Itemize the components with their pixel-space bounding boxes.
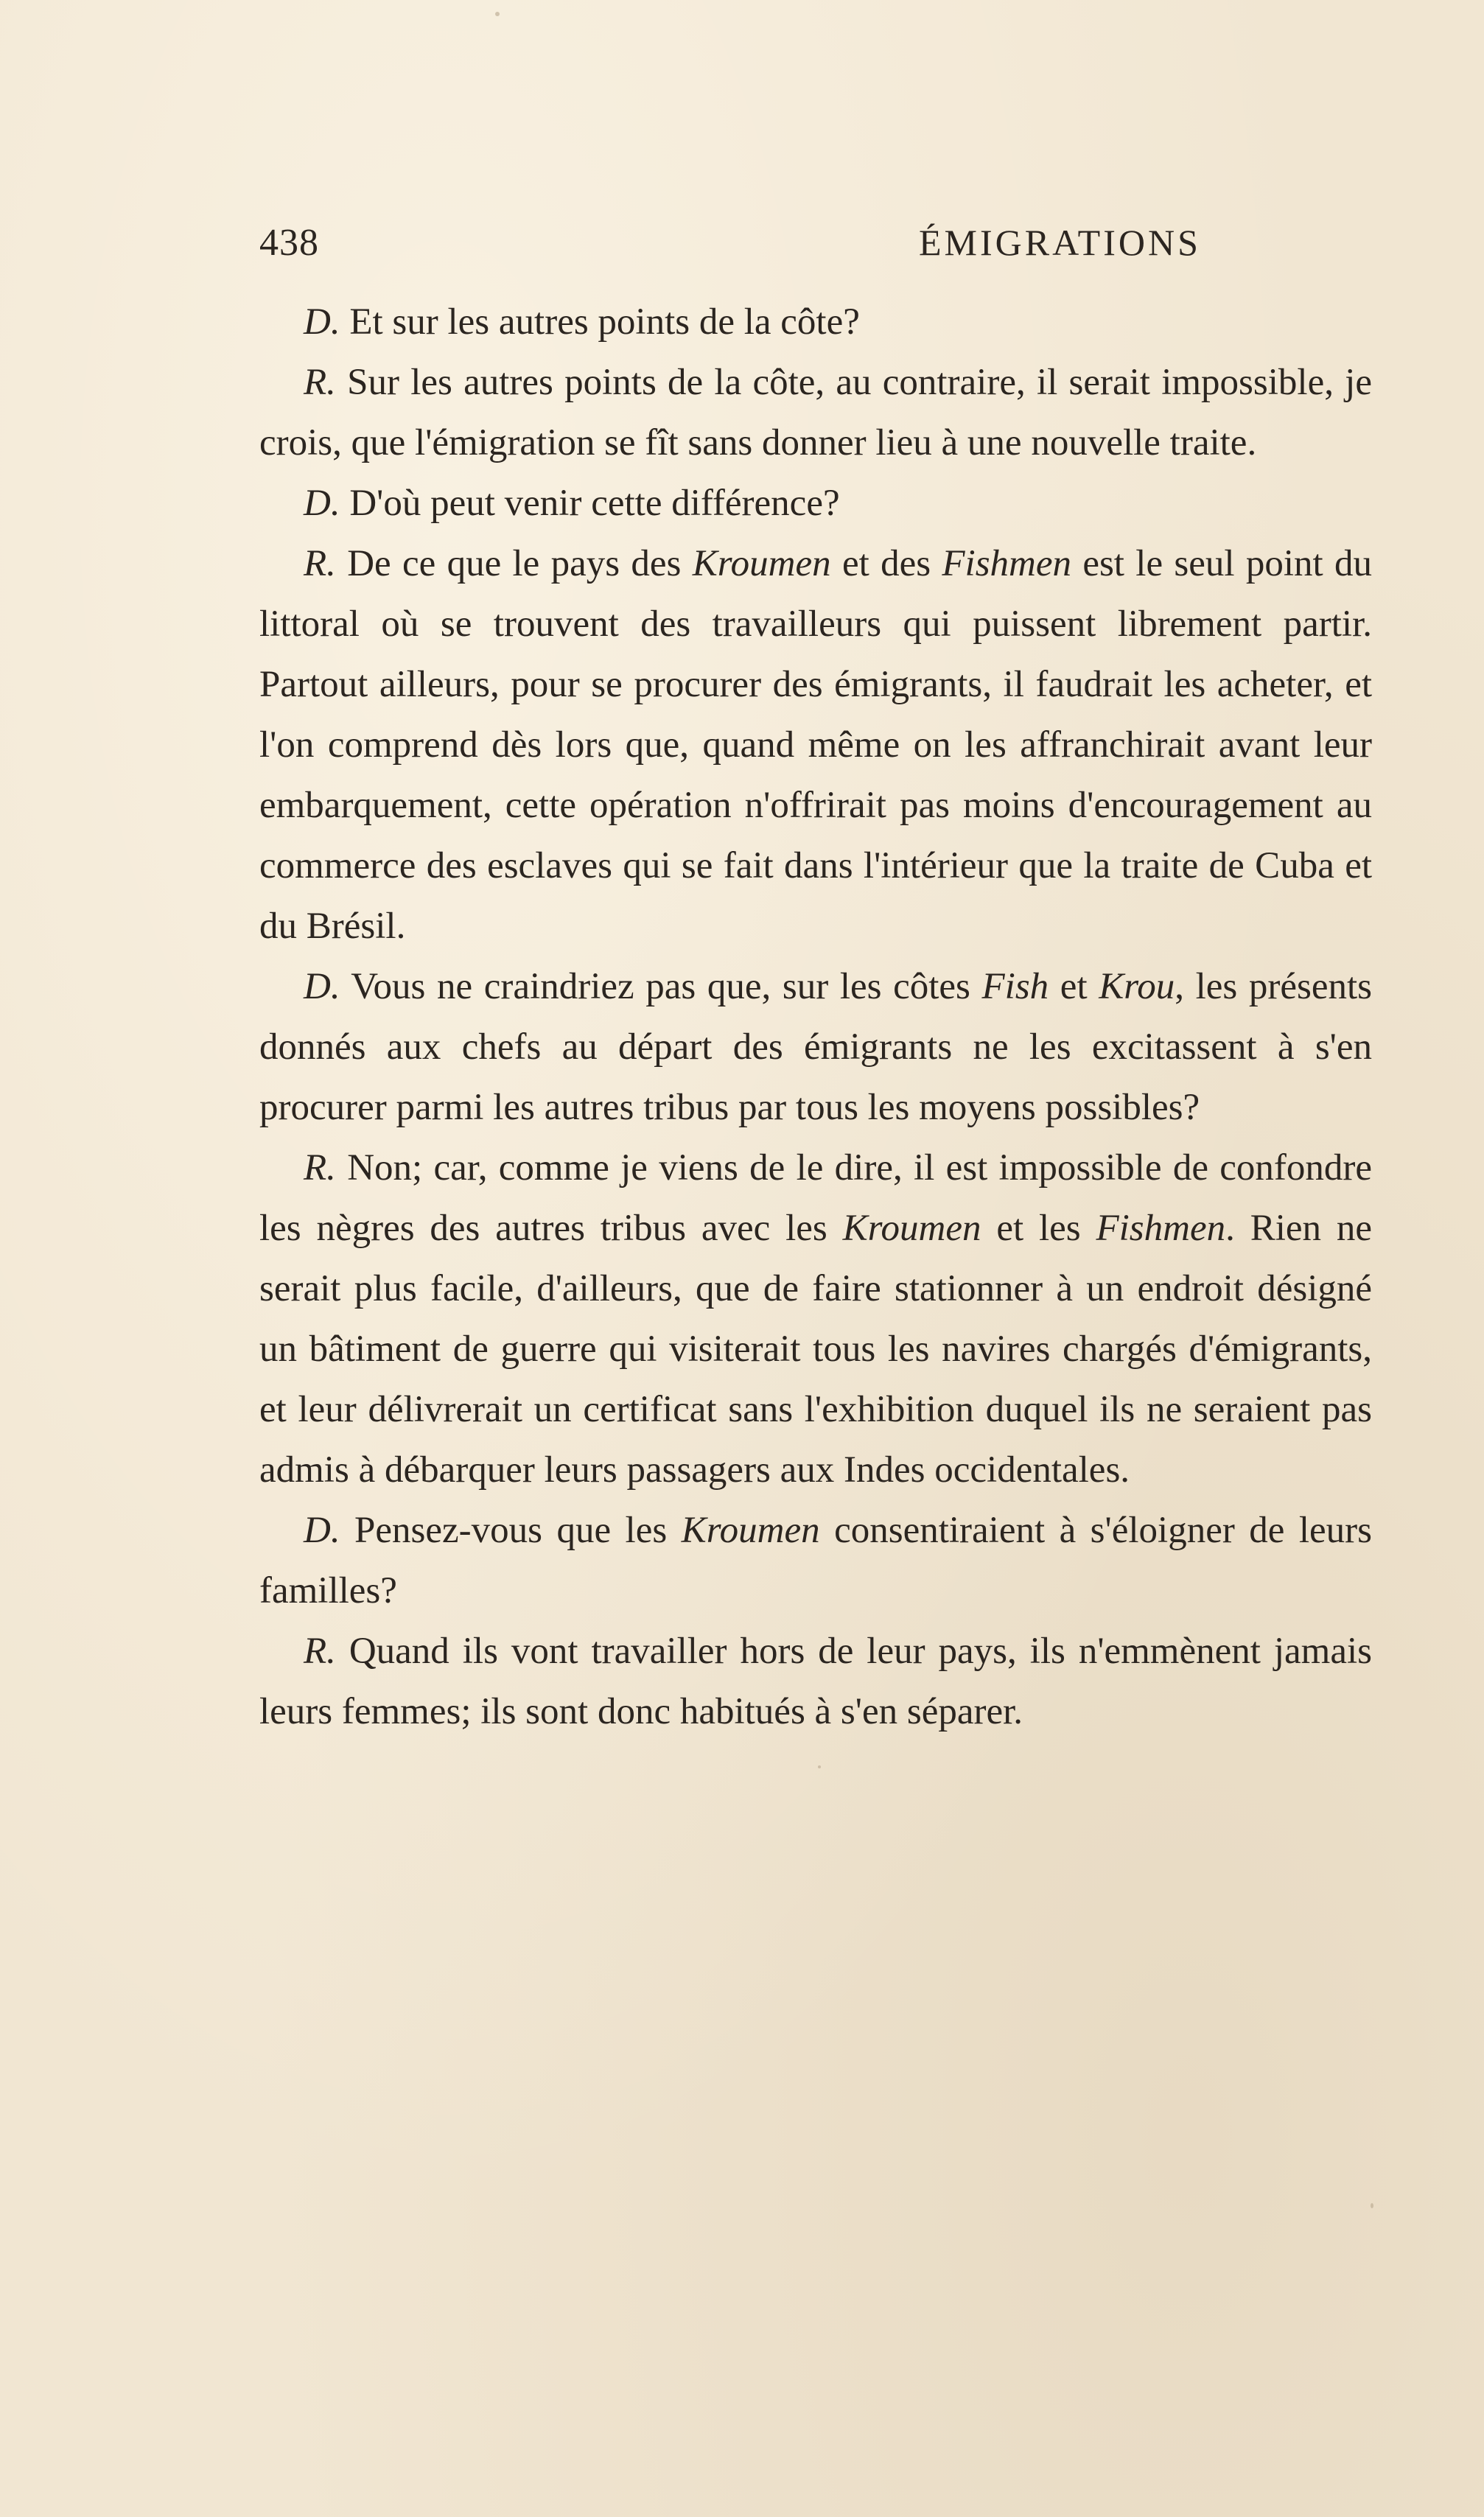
dialogue-paragraph xyxy=(259,1621,1372,1742)
paragraph-text: Non; car, comme je viens de le dire, il est impossible de confondre les nègres des autres tribus avec les xyxy=(259,1147,1372,1249)
paragraph-text: consentiraient à s'éloigner de leurs familles? xyxy=(259,1510,1373,1611)
paragraph-text: . Rien ne serait plus facile, d'ailleurs, que de faire stationner à un endroit désigné un bâtiment de guerre qui visiterait tous les navires chargés d'émigrants, et leur délivrerait un certificat sans l'exhibition duquel ils ne seraient pas admis à débarquer leurs passagers aux Indes occidentales. xyxy=(259,1208,1372,1491)
paragraph-text: D'où peut venir cette différence? xyxy=(340,483,840,524)
dialogue-paragraph xyxy=(259,473,1372,533)
dialogue-paragraph xyxy=(259,956,1372,1138)
page-header xyxy=(259,221,1372,280)
dialogue-paragraph xyxy=(259,1500,1372,1621)
italic-text: Fishmen xyxy=(1096,1208,1226,1249)
italic-text: Kroumen xyxy=(842,1208,981,1249)
paragraph-text: De ce que le pays des xyxy=(335,543,693,584)
speaker-label: D. xyxy=(304,483,340,524)
body-text xyxy=(259,292,1372,1742)
speaker-label: R. xyxy=(304,362,336,403)
dialogue-paragraph xyxy=(259,292,1372,352)
paper-speck xyxy=(495,12,500,16)
speaker-label: R. xyxy=(304,1147,336,1189)
paper-speck xyxy=(818,1765,821,1768)
italic-text: Kroumen xyxy=(681,1510,820,1551)
speaker-label: D. xyxy=(304,966,340,1007)
paragraph-text: est le seul point du littoral où se trouvent des travailleurs qui puissent librement partir. Partout ailleurs, pour se procurer des émigrants, il faudrait les acheter, et l'on comprend dès lors que, quand même on les affranchirait avant leur embarquement, cette opération n'offrirait pas moins d'encouragement au commerce des esclaves qui se fait dans l'intérieur que la traite de Cuba et du Brésil. xyxy=(259,543,1372,947)
italic-text: Fishmen xyxy=(942,543,1072,584)
italic-text: Fish xyxy=(981,966,1049,1007)
paragraph-text: Et sur les autres points de la côte? xyxy=(340,301,860,343)
speaker-label: D. xyxy=(304,301,340,343)
paragraph-text: Pensez-vous que les xyxy=(340,1510,682,1551)
paper-speck xyxy=(1371,2203,1373,2208)
page-number: 438 xyxy=(259,222,319,264)
italic-text: Kroumen xyxy=(692,543,831,584)
paragraph-text: et les xyxy=(981,1208,1096,1249)
dialogue-paragraph xyxy=(259,1138,1372,1500)
paragraph-text: Quand ils vont travailler hors de leur pays, ils n'emmènent jamais leurs femmes; ils sont donc habitués à s'en séparer. xyxy=(259,1631,1372,1732)
paragraph-text: Sur les autres points de la côte, au contraire, il serait impossible, je crois, que l'émigration se fît sans donner lieu à une nouvelle traite. xyxy=(259,362,1372,463)
dialogue-paragraph xyxy=(259,533,1372,956)
speaker-label: R. xyxy=(304,543,336,584)
paragraph-text: et des xyxy=(830,543,942,584)
speaker-label: D. xyxy=(304,1510,340,1551)
running-head: ÉMIGRATIONS xyxy=(919,222,1201,263)
dialogue-paragraph xyxy=(259,352,1372,473)
paragraph-text: et xyxy=(1049,966,1099,1007)
paragraph-text: Vous ne craindriez pas que, sur les côtes xyxy=(340,966,982,1007)
paragraph-text: , les présents donnés aux chefs au départ des émigrants ne les excitassent à s'en procurer parmi les autres tribus par tous les moyens possibles? xyxy=(259,966,1373,1128)
speaker-label: R. xyxy=(304,1631,336,1672)
italic-text: Krou xyxy=(1099,966,1175,1007)
